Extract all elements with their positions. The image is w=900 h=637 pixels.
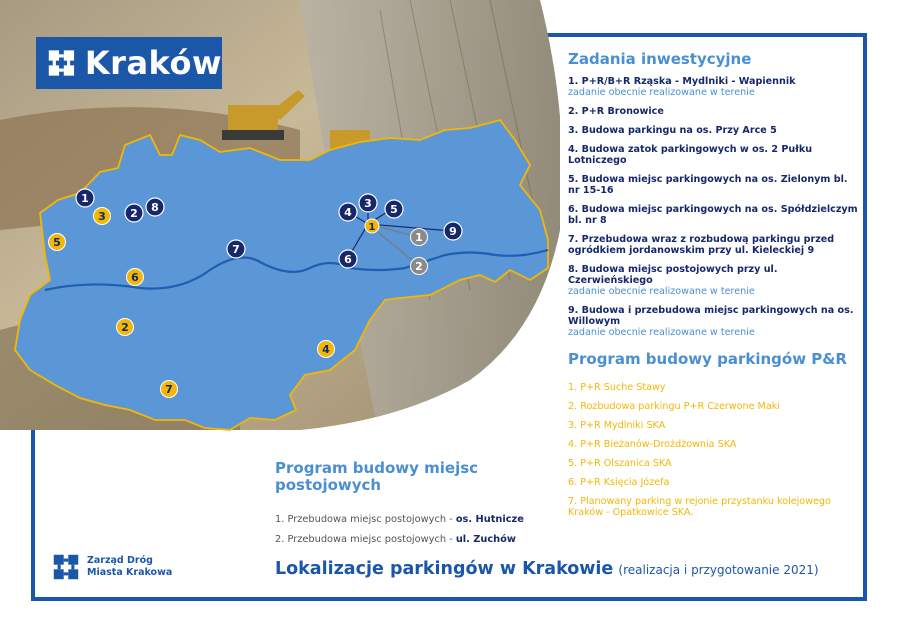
pr-program-title: Program budowy parkingów P&R bbox=[568, 350, 847, 368]
map-marker-yellow-2[interactable] bbox=[117, 319, 134, 336]
pm-item bbox=[275, 514, 555, 525]
pm-program-title: Program budowy miejsc postojowych bbox=[275, 459, 479, 494]
map-marker-navy-4[interactable] bbox=[339, 203, 357, 221]
task-item bbox=[568, 234, 858, 256]
pm-item-place: os. Hutnicze bbox=[455, 514, 524, 525]
marker-label: 8 bbox=[151, 201, 159, 214]
task-item bbox=[568, 174, 858, 196]
pr-item: 7. Planowany parking w rejonie przystanku kolejowego Kraków - Opatkowice SKA. bbox=[568, 496, 831, 518]
marker-label: 6 bbox=[344, 253, 352, 266]
right-panel bbox=[568, 50, 858, 526]
zdmk-text bbox=[87, 555, 172, 579]
pr-item: 4. P+R Bieżanów-Drożdżownia SKA bbox=[568, 439, 737, 450]
map-marker-yellow-1[interactable] bbox=[365, 219, 379, 233]
map-marker-yellow-4[interactable] bbox=[318, 341, 335, 358]
pm-item-place: ul. Zuchów bbox=[455, 534, 516, 545]
pm-item-prefix: 2. Przebudowa miejsc postojowych - bbox=[275, 534, 456, 545]
task-text: 3. Budowa parkingu na os. Przy Arce 5 bbox=[568, 125, 777, 136]
pm-item-prefix: 1. Przebudowa miejsc postojowych - bbox=[275, 514, 456, 525]
task-text: 8. Budowa miejsc postojowych przy ul. Czerwieńskiego bbox=[568, 264, 778, 286]
marker-label: 2 bbox=[130, 207, 138, 220]
pr-item: 6. P+R Księcia Józefa bbox=[568, 477, 670, 488]
task-text: 1. P+R/B+R Rząska - Mydlniki - Wapiennik bbox=[568, 76, 796, 87]
task-text: 7. Przebudowa wraz z rozbudową parkingu przed ogródkiem jordanowskim przy ul. Kieleckiej 9 bbox=[568, 234, 835, 256]
map-marker-navy-2[interactable] bbox=[125, 204, 143, 222]
map-marker-navy-7[interactable] bbox=[227, 240, 245, 258]
task-item bbox=[568, 76, 858, 98]
task-item bbox=[568, 204, 858, 226]
map-marker-navy-6[interactable] bbox=[339, 250, 357, 268]
task-status: zadanie obecnie realizowane w terenie bbox=[568, 87, 755, 98]
marker-label: 7 bbox=[165, 383, 173, 396]
task-item bbox=[568, 264, 858, 297]
marker-label: 1 bbox=[81, 192, 89, 205]
pr-item: 3. P+R Mydlniki SKA bbox=[568, 420, 666, 431]
marker-label: 7 bbox=[232, 243, 240, 256]
marker-label: 4 bbox=[322, 343, 330, 356]
pr-item: 5. P+R Olszanica SKA bbox=[568, 458, 672, 469]
task-text: 4. Budowa zatok parkingowych w os. 2 Pułku Lotniczego bbox=[568, 144, 813, 166]
pr-item: 1. P+R Suche Stawy bbox=[568, 382, 666, 393]
task-item bbox=[568, 125, 858, 136]
marker-label: 1 bbox=[415, 231, 423, 244]
map-marker-yellow-7[interactable] bbox=[161, 381, 178, 398]
marker-label: 2 bbox=[415, 260, 423, 273]
tasks-title: Zadania inwestycyjne bbox=[568, 50, 752, 68]
task-item bbox=[568, 305, 858, 338]
map-marker-gray-1[interactable] bbox=[411, 229, 428, 246]
marker-label: 4 bbox=[344, 206, 352, 219]
marker-label: 3 bbox=[364, 197, 372, 210]
map-marker-navy-5[interactable] bbox=[385, 200, 403, 218]
task-text: 6. Budowa miejsc parkingowych na os. Spółdzielczym bl. nr 8 bbox=[568, 204, 858, 226]
footer-subtitle: (realizacja i przygotowanie 2021) bbox=[618, 563, 819, 577]
task-item bbox=[568, 106, 858, 117]
marker-label: 5 bbox=[390, 203, 398, 216]
marker-label: 1 bbox=[368, 222, 376, 233]
parking-spaces-program bbox=[275, 460, 555, 554]
zdmk-line2: Miasta Krakowa bbox=[87, 567, 173, 578]
marker-label: 2 bbox=[121, 321, 129, 334]
marker-label: 6 bbox=[131, 271, 139, 284]
task-text: 2. P+R Bronowice bbox=[568, 106, 664, 117]
zdmk-line1: Zarząd Dróg bbox=[87, 555, 153, 566]
task-status: zadanie obecnie realizowane w terenie bbox=[568, 327, 755, 338]
task-text: 5. Budowa miejsc parkingowych na os. Zielonym bl. nr 15-16 bbox=[568, 174, 848, 196]
map-marker-yellow-6[interactable] bbox=[127, 269, 144, 286]
marker-label: 5 bbox=[53, 236, 61, 249]
task-text: 9. Budowa i przebudowa miejsc parkingowych na os. Willowym bbox=[568, 305, 854, 327]
map-marker-navy-3[interactable] bbox=[359, 194, 377, 212]
footer-main-title: Lokalizacje parkingów w Krakowie bbox=[275, 559, 614, 579]
footer-title bbox=[275, 559, 819, 579]
marker-label: 3 bbox=[98, 210, 106, 223]
pm-item bbox=[275, 534, 555, 545]
zdmk-logo bbox=[53, 554, 172, 580]
map-marker-navy-8[interactable] bbox=[146, 198, 164, 216]
krakow-map bbox=[0, 0, 560, 440]
task-status: zadanie obecnie realizowane w terenie bbox=[568, 286, 755, 297]
city-boundary bbox=[15, 120, 548, 430]
marker-label: 9 bbox=[449, 225, 457, 238]
map-marker-navy-1[interactable] bbox=[76, 189, 94, 207]
pr-item: 2. Rozbudowa parkingu P+R Czerwone Maki bbox=[568, 401, 780, 412]
zdmk-logo-icon bbox=[53, 554, 79, 580]
map-marker-navy-9[interactable] bbox=[444, 222, 462, 240]
krakow-logo-text: Kraków bbox=[84, 44, 222, 82]
map-marker-gray-2[interactable] bbox=[411, 258, 428, 275]
task-item bbox=[568, 144, 858, 166]
map-marker-yellow-5[interactable] bbox=[49, 234, 66, 251]
map-marker-yellow-3[interactable] bbox=[94, 208, 111, 225]
